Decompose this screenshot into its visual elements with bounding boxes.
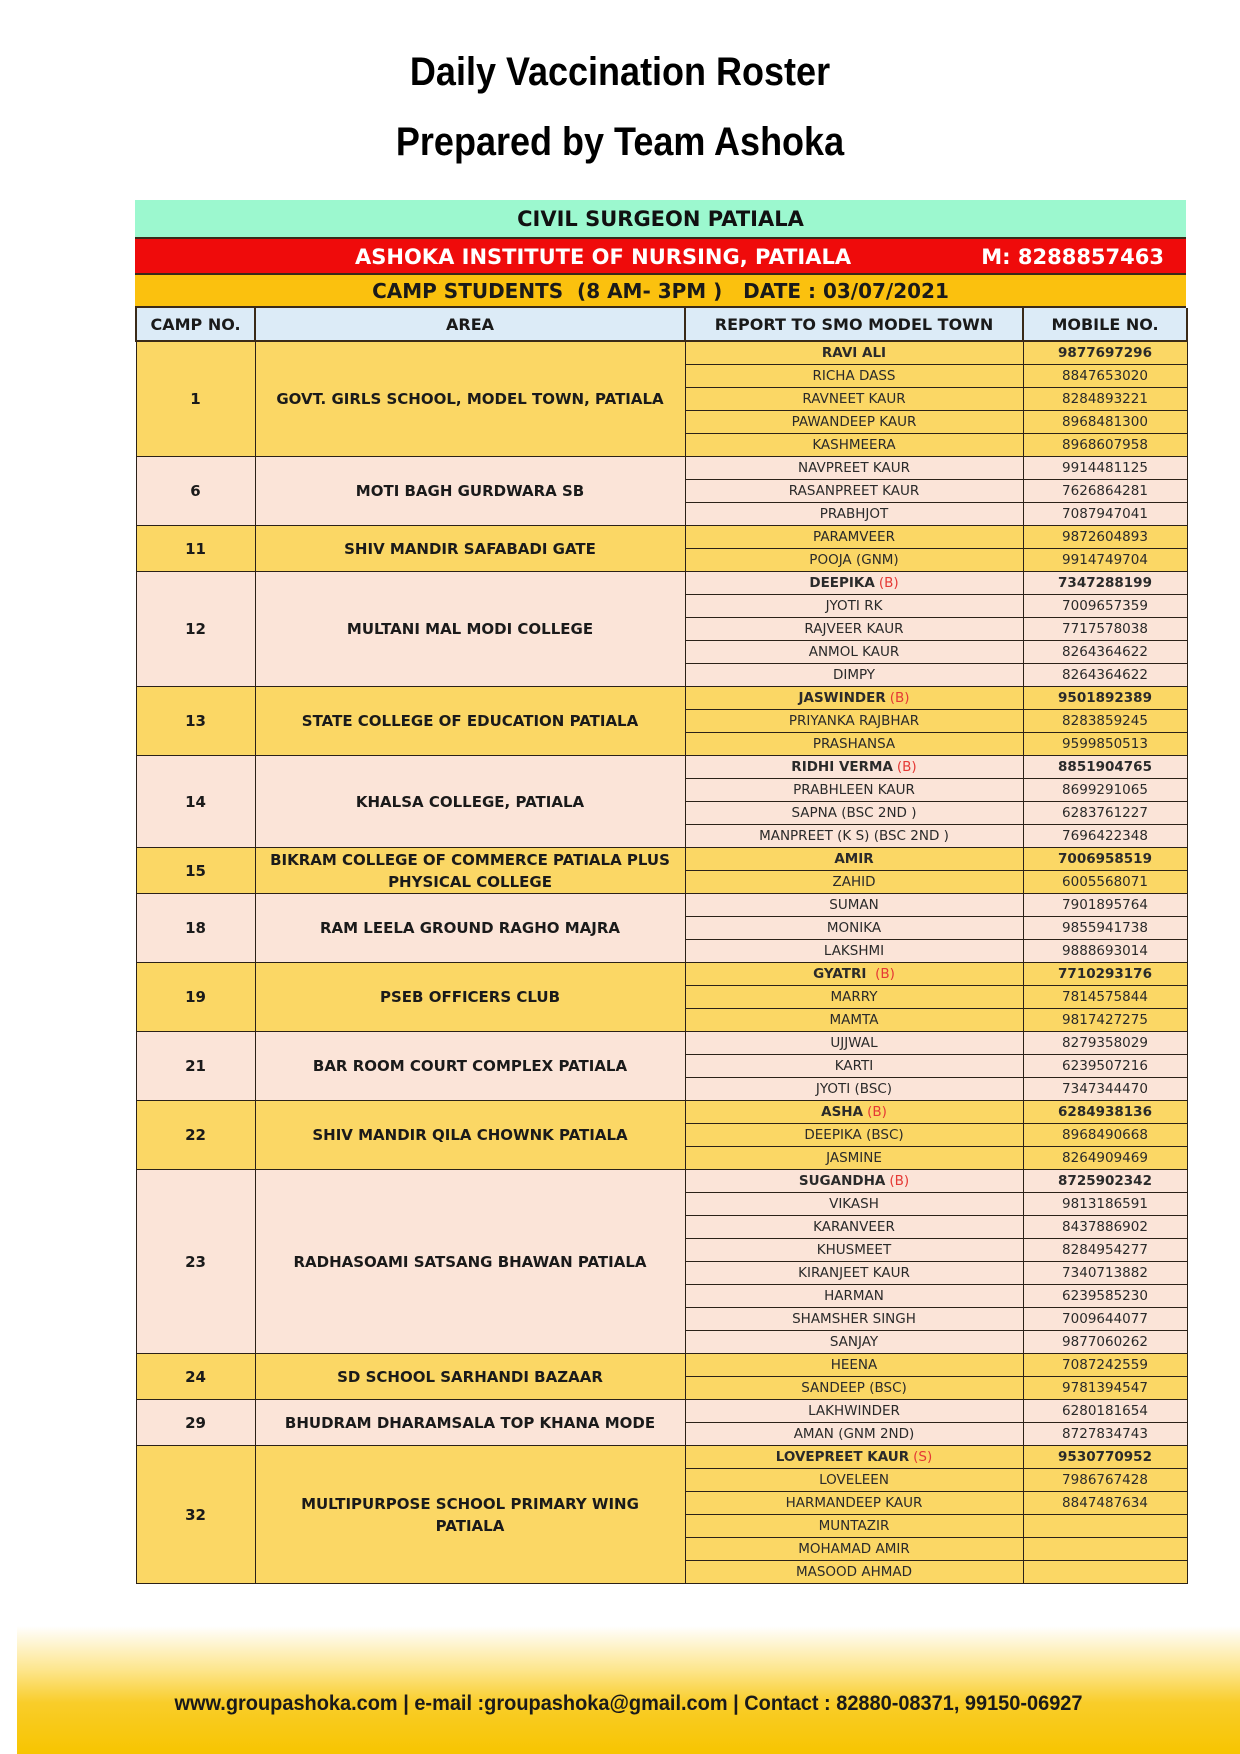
- staff-name: [685, 1446, 1023, 1469]
- staff-mobile: 8968607958: [1023, 434, 1187, 457]
- staff-name-text: RAVNEET KAUR: [802, 391, 906, 407]
- staff-name: [685, 549, 1023, 572]
- staff-mobile: 8437886902: [1023, 1216, 1187, 1239]
- staff-role-tag: (B): [889, 1173, 910, 1189]
- staff-mobile: 8264364622: [1023, 664, 1187, 687]
- staff-name-text: SANDEEP (BSC): [801, 1380, 907, 1396]
- staff-name: [685, 871, 1023, 894]
- staff-mobile: 7626864281: [1023, 480, 1187, 503]
- institute-mobile: M: 8288857463: [981, 245, 1164, 269]
- staff-name: [685, 457, 1023, 480]
- staff-name: [685, 779, 1023, 802]
- staff-mobile: 7006958519: [1023, 848, 1187, 871]
- staff-name-text: POOJA (GNM): [809, 552, 899, 568]
- staff-name-text: PAWANDEEP KAUR: [791, 414, 917, 430]
- table-row: [136, 1101, 1187, 1124]
- staff-name-text: UJJWAL: [830, 1035, 878, 1051]
- staff-name-text: RAVI ALI: [821, 345, 887, 361]
- staff-mobile: 9817427275: [1023, 1009, 1187, 1032]
- staff-name-text: ANMOL KAUR: [808, 644, 900, 660]
- authority-label: CIVIL SURGEON PATIALA: [517, 207, 804, 231]
- staff-name-text: KHUSMEET: [816, 1242, 892, 1258]
- camp-area: BHUDRAM DHARAMSALA TOP KHANA MODE: [255, 1400, 685, 1446]
- staff-name: [685, 894, 1023, 917]
- camp-area: SHIV MANDIR QILA CHOWNK PATIALA: [255, 1101, 685, 1170]
- table-row: [136, 848, 1187, 871]
- staff-name-text: SHAMSHER SINGH: [792, 1311, 916, 1327]
- staff-name: [685, 1561, 1023, 1584]
- staff-name-text: KIRANJEET KAUR: [798, 1265, 910, 1281]
- camp-area: SD SCHOOL SARHANDI BAZAAR: [255, 1354, 685, 1400]
- staff-name: [685, 733, 1023, 756]
- staff-name: [685, 1492, 1023, 1515]
- institute-name: ASHOKA INSTITUTE OF NURSING, PATIALA: [355, 245, 852, 269]
- table-row: [136, 963, 1187, 986]
- staff-name: [685, 341, 1023, 365]
- staff-name-text: LOVELEEN: [819, 1472, 889, 1488]
- staff-name: [685, 618, 1023, 641]
- staff-mobile: 9888693014: [1023, 940, 1187, 963]
- staff-mobile: 7087242559: [1023, 1354, 1187, 1377]
- camp-number: 11: [136, 526, 255, 572]
- staff-role-tag: (S): [913, 1449, 933, 1465]
- staff-name: [685, 1515, 1023, 1538]
- staff-name-text: HARMAN: [824, 1288, 884, 1304]
- staff-name-text: MANPREET (K S) (BSC 2ND ): [759, 828, 949, 844]
- staff-mobile: 7009644077: [1023, 1308, 1187, 1331]
- staff-mobile: 7087947041: [1023, 503, 1187, 526]
- staff-mobile: 8284893221: [1023, 388, 1187, 411]
- footer-band: [17, 1626, 1240, 1754]
- camp-area: KHALSA COLLEGE, PATIALA: [255, 756, 685, 848]
- staff-name: [685, 1009, 1023, 1032]
- staff-name: [685, 411, 1023, 434]
- staff-name: [685, 825, 1023, 848]
- staff-name: [685, 595, 1023, 618]
- staff-name: [685, 1078, 1023, 1101]
- table-row: [136, 756, 1187, 779]
- staff-name: [685, 986, 1023, 1009]
- staff-mobile: 7986767428: [1023, 1469, 1187, 1492]
- column-header-report-to: REPORT TO SMO MODEL TOWN: [685, 308, 1023, 341]
- camp-area: STATE COLLEGE OF EDUCATION PATIALA: [255, 687, 685, 756]
- staff-mobile: 6005568071: [1023, 871, 1187, 894]
- staff-name-text: KASHMEERA: [812, 437, 896, 453]
- camp-number: 32: [136, 1446, 255, 1584]
- camp-area: PSEB OFFICERS CLUB: [255, 963, 685, 1032]
- table-header-row: [136, 308, 1187, 341]
- staff-name: [685, 1423, 1023, 1446]
- staff-name-text: PRASHANSA: [812, 736, 896, 752]
- staff-mobile: 8847487634: [1023, 1492, 1187, 1515]
- staff-mobile: 8727834743: [1023, 1423, 1187, 1446]
- staff-mobile: 8264364622: [1023, 641, 1187, 664]
- camp-number: 13: [136, 687, 255, 756]
- staff-mobile: 7717578038: [1023, 618, 1187, 641]
- table-row: [136, 1446, 1187, 1469]
- staff-name-text: AMAN (GNM 2ND): [793, 1426, 915, 1442]
- staff-name: [685, 526, 1023, 549]
- staff-name-text: PRIYANKA RAJBHAR: [788, 713, 920, 729]
- staff-mobile: 6239585230: [1023, 1285, 1187, 1308]
- table-row: [136, 1400, 1187, 1423]
- staff-mobile: 6280181654: [1023, 1400, 1187, 1423]
- staff-name-text: JASWINDER: [798, 690, 886, 706]
- roster-sheet: [135, 200, 1186, 1584]
- staff-mobile: 8851904765: [1023, 756, 1187, 779]
- staff-name: [685, 664, 1023, 687]
- staff-name: [685, 1331, 1023, 1354]
- staff-name-text: LAKHWINDER: [808, 1403, 900, 1419]
- staff-name-text: MARRY: [830, 989, 878, 1005]
- camp-area: MOTI BAGH GURDWARA SB: [255, 457, 685, 526]
- staff-name: [685, 1032, 1023, 1055]
- staff-name-text: JASMINE: [826, 1150, 882, 1166]
- staff-name: [685, 503, 1023, 526]
- staff-name: [685, 1469, 1023, 1492]
- table-row: [136, 341, 1187, 365]
- staff-name-text: SUMAN: [829, 897, 879, 913]
- staff-name: [685, 388, 1023, 411]
- authority-banner: [135, 200, 1186, 239]
- staff-name: [685, 710, 1023, 733]
- column-header-camp-no: CAMP NO.: [136, 308, 255, 341]
- camp-area: MULTANI MAL MODI COLLEGE: [255, 572, 685, 687]
- table-row: [136, 687, 1187, 710]
- institute-banner: [135, 239, 1186, 275]
- column-header-area: AREA: [255, 308, 685, 341]
- staff-name-text: MOHAMAD AMIR: [798, 1541, 910, 1557]
- staff-mobile: 9914749704: [1023, 549, 1187, 572]
- camp-area: SHIV MANDIR SAFABADI GATE: [255, 526, 685, 572]
- staff-name: [685, 480, 1023, 503]
- staff-name: [685, 1216, 1023, 1239]
- staff-name-text: SUGANDHA: [798, 1173, 886, 1189]
- staff-mobile: 9872604893: [1023, 526, 1187, 549]
- staff-name-text: MASOOD AHMAD: [795, 1564, 913, 1580]
- staff-mobile: 9877060262: [1023, 1331, 1187, 1354]
- staff-name: [685, 1308, 1023, 1331]
- staff-mobile: [1023, 1538, 1187, 1561]
- staff-mobile: 9855941738: [1023, 917, 1187, 940]
- staff-mobile: 8968490668: [1023, 1124, 1187, 1147]
- staff-name-text: RAJVEER KAUR: [804, 621, 904, 637]
- staff-name-text: RICHA DASS: [812, 368, 896, 384]
- roster-body: [136, 341, 1187, 1584]
- staff-mobile: [1023, 1515, 1187, 1538]
- staff-name: [685, 1239, 1023, 1262]
- staff-name-text: PARAMVEER: [813, 529, 895, 545]
- staff-name: [685, 1400, 1023, 1423]
- table-row: [136, 894, 1187, 917]
- staff-mobile: 9813186591: [1023, 1193, 1187, 1216]
- staff-mobile: 9877697296: [1023, 341, 1187, 365]
- staff-name-text: MUNTAZIR: [818, 1518, 890, 1534]
- table-row: [136, 1032, 1187, 1055]
- staff-name: [685, 1101, 1023, 1124]
- staff-name: [685, 802, 1023, 825]
- table-row: [136, 526, 1187, 549]
- table-row: [136, 457, 1187, 480]
- staff-name: [685, 365, 1023, 388]
- staff-name-text: ASHA: [821, 1104, 864, 1120]
- staff-role-tag: (B): [867, 1104, 887, 1120]
- staff-mobile: 7901895764: [1023, 894, 1187, 917]
- staff-name: [685, 1170, 1023, 1193]
- camp-number: 1: [136, 341, 255, 457]
- staff-name-text: GYATRI: [813, 966, 872, 982]
- staff-name: [685, 1377, 1023, 1400]
- staff-mobile: 9530770952: [1023, 1446, 1187, 1469]
- staff-name: [685, 1354, 1023, 1377]
- staff-name: [685, 963, 1023, 986]
- staff-name: [685, 641, 1023, 664]
- staff-role-tag: (B): [896, 759, 917, 775]
- camp-info: CAMP STUDENTS (8 AM- 3PM ) DATE : 03/07/2021: [372, 279, 949, 303]
- staff-mobile: 8284954277: [1023, 1239, 1187, 1262]
- camp-area: RADHASOAMI SATSANG BHAWAN PATIALA: [255, 1170, 685, 1354]
- table-row: [136, 572, 1187, 595]
- staff-mobile: 8847653020: [1023, 365, 1187, 388]
- staff-name: [685, 1262, 1023, 1285]
- staff-name-text: ZAHID: [832, 874, 876, 890]
- staff-mobile: 6239507216: [1023, 1055, 1187, 1078]
- staff-mobile: 6284938136: [1023, 1101, 1187, 1124]
- staff-mobile: 8279358029: [1023, 1032, 1187, 1055]
- staff-name-text: RIDHI VERMA: [791, 759, 893, 775]
- camp-area: BIKRAM COLLEGE OF COMMERCE PATIALA PLUS PHYSICAL COLLEGE: [255, 848, 685, 894]
- staff-name-text: KARTI: [834, 1058, 874, 1074]
- staff-name: [685, 687, 1023, 710]
- column-header-mobile: MOBILE NO.: [1023, 308, 1187, 341]
- staff-name-text: LOVEPREET KAUR: [775, 1449, 910, 1465]
- staff-mobile: 8725902342: [1023, 1170, 1187, 1193]
- staff-role-tag: (B): [875, 966, 895, 982]
- staff-name-text: RASANPREET KAUR: [788, 483, 920, 499]
- camp-info-banner: [135, 275, 1186, 308]
- camp-number: 18: [136, 894, 255, 963]
- staff-mobile: 8264909469: [1023, 1147, 1187, 1170]
- staff-mobile: 7710293176: [1023, 963, 1187, 986]
- camp-area: GOVT. GIRLS SCHOOL, MODEL TOWN, PATIALA: [255, 341, 685, 457]
- camp-number: 14: [136, 756, 255, 848]
- staff-mobile: 9501892389: [1023, 687, 1187, 710]
- staff-role-tag: (B): [889, 690, 910, 706]
- staff-name: [685, 1538, 1023, 1561]
- staff-name-text: LAKSHMI: [823, 943, 885, 959]
- staff-name: [685, 917, 1023, 940]
- staff-mobile: 7347288199: [1023, 572, 1187, 595]
- camp-number: 15: [136, 848, 255, 894]
- staff-name-text: HEENA: [830, 1357, 878, 1373]
- staff-mobile: 6283761227: [1023, 802, 1187, 825]
- staff-name: [685, 1055, 1023, 1078]
- camp-number: 22: [136, 1101, 255, 1170]
- staff-name: [685, 434, 1023, 457]
- staff-mobile: 9781394547: [1023, 1377, 1187, 1400]
- camp-number: 12: [136, 572, 255, 687]
- camp-number: 19: [136, 963, 255, 1032]
- staff-mobile: 8968481300: [1023, 411, 1187, 434]
- staff-mobile: 8283859245: [1023, 710, 1187, 733]
- staff-mobile: 8699291065: [1023, 779, 1187, 802]
- staff-name: [685, 848, 1023, 871]
- staff-name-text: MONIKA: [826, 920, 882, 936]
- staff-mobile: 7696422348: [1023, 825, 1187, 848]
- document-title: Daily Vaccination Roster: [409, 50, 831, 94]
- table-row: [136, 1354, 1187, 1377]
- camp-number: 23: [136, 1170, 255, 1354]
- staff-name-text: KARANVEER: [813, 1219, 895, 1235]
- camp-number: 21: [136, 1032, 255, 1101]
- camp-area: MULTIPURPOSE SCHOOL PRIMARY WING PATIALA: [255, 1446, 685, 1584]
- camp-number: 6: [136, 457, 255, 526]
- staff-name-text: AMIR: [834, 851, 874, 867]
- staff-name: [685, 1193, 1023, 1216]
- camp-number: 29: [136, 1400, 255, 1446]
- staff-name-text: VIKASH: [829, 1196, 879, 1212]
- staff-name: [685, 1124, 1023, 1147]
- staff-name: [685, 940, 1023, 963]
- staff-name-text: DEEPIKA (BSC): [804, 1127, 904, 1143]
- camp-area: RAM LEELA GROUND RAGHO MAJRA: [255, 894, 685, 963]
- staff-name-text: DIMPY: [832, 667, 876, 683]
- table-row: [136, 1170, 1187, 1193]
- staff-mobile: 7347344470: [1023, 1078, 1187, 1101]
- staff-name: [685, 1285, 1023, 1308]
- staff-mobile: 7009657359: [1023, 595, 1187, 618]
- staff-role-tag: (B): [878, 575, 899, 591]
- staff-name-text: PRABHLEEN KAUR: [793, 782, 915, 798]
- staff-mobile: 7340713882: [1023, 1262, 1187, 1285]
- staff-name-text: NAVPREET KAUR: [798, 460, 910, 476]
- camp-area: BAR ROOM COURT COMPLEX PATIALA: [255, 1032, 685, 1101]
- staff-name-text: MAMTA: [829, 1012, 879, 1028]
- footer-contact: www.groupashoka.com | e-mail :groupashoka@gmail.com | Contact : 82880-08371, 99150-06927: [174, 1692, 1083, 1715]
- staff-name-text: SAPNA (BSC 2ND ): [791, 805, 917, 821]
- staff-name-text: HARMANDEEP KAUR: [785, 1495, 923, 1511]
- staff-name-text: JYOTI (BSC): [815, 1081, 893, 1097]
- staff-name-text: PRABHJOT: [819, 506, 889, 522]
- staff-mobile: 9914481125: [1023, 457, 1187, 480]
- staff-mobile: 7814575844: [1023, 986, 1187, 1009]
- staff-mobile: [1023, 1561, 1187, 1584]
- staff-name: [685, 572, 1023, 595]
- staff-name-text: JYOTI RK: [825, 598, 883, 614]
- staff-name-text: DEEPIKA: [809, 575, 875, 591]
- staff-name: [685, 1147, 1023, 1170]
- document-subtitle: Prepared by Team Ashoka: [395, 120, 845, 164]
- camp-number: 24: [136, 1354, 255, 1400]
- staff-name: [685, 756, 1023, 779]
- staff-name-text: SANJAY: [829, 1334, 879, 1350]
- roster-table: [135, 308, 1188, 1584]
- staff-mobile: 9599850513: [1023, 733, 1187, 756]
